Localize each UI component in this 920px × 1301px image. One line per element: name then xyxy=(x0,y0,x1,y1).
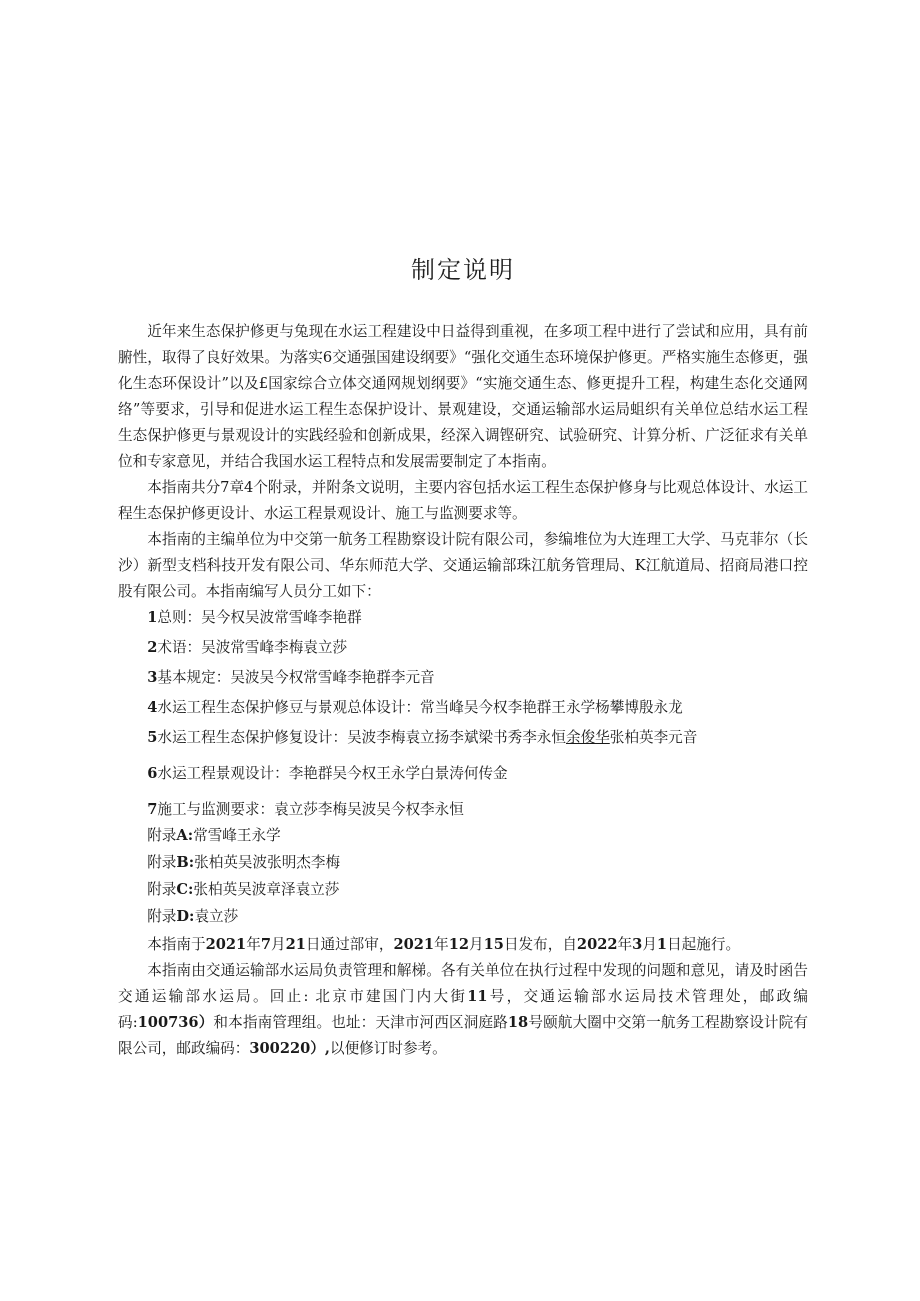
intro-paragraph: 近年来生态保护修更与兔现在水运工程建设中日益得到重视，在多项工程中进行了尝试和应用，具有前腑性，取得了良好效果。为落实6交通强国建设纲要》“强化交通生态环境保护修更。严格实施生态修更，强化生态环保设计”以及£国家综合立体交通网规划纲要》“实施交通生态、修更提升工程，构建生态化交通网络”等要求，引导和促进水运工程生态保护设计、景观建设，交通运输部水运局蛆织有关单位总结水运工程生态保护修更与景观设计的实践经验和创新成果，经深入调铿研究、试验研究、计算分析、广泛征求有关单位和专家意见，并结合我国水运工程特点和发展需要制定了本指南。 xyxy=(118,323,808,470)
appendix-list xyxy=(118,823,808,930)
structure-paragraph: 本指南共分7章4个附录，并附条文说明，主要内容包括水运工程生态保护修身与比观总体设计、水运工程生态保护修更设计、水运工程景观设计、施工与监测要求等。 xyxy=(118,479,808,522)
assignment-item-5: 5水运工程生态保护修复设计：吴波李梅袁立扬李斌梁书秀李永恒余俊华张柏英李元音 xyxy=(147,729,698,746)
contact-paragraph: 本指南由交通运输部水运局负责管理和解梯。各有关单位在执行过程中发现的问题和意见，请及时函告交通运输部水运局。回止: 北京市建国门内大街11号，交通运输部水运局技术管理处，邮政编码:100736）和本指南管理组。也址：天津市河西区洞庭路18号颐航大圈中交第一航务工程勘察设计院有限公司，邮政编码：300220）,以便修订时参考。 xyxy=(118,962,808,1057)
effective-date-paragraph: 本指南于2021年7月21日通过部审，2021年12月15日发布，自2022年3月1日起施行。 xyxy=(147,936,741,953)
assignment-item-7: 7施工与监测要求：袁立莎李梅吴波吴今权李永恒 xyxy=(147,801,464,818)
authors-paragraph: 本指南的主编单位为中交第一航务工程勘察设计院有限公司，参编堆位为大连理工大学、马克菲尔（长沙）新型支档科技开发有限公司、华东师范大学、交通运输部珠江航务管理局、K江航道局、招商局港口控股有限公司。本指南编写人员分工如下： xyxy=(118,531,808,600)
chapter-assignment-list xyxy=(118,605,808,823)
assignment-item-2: 2术语：吴波常雪峰李梅袁立莎 xyxy=(147,639,348,656)
appendix-item-d: 附录D:袁立莎 xyxy=(147,908,239,925)
assignment-item-6: 6水运工程景观设计：李艳群吴今权王永学白景涛何传金 xyxy=(147,765,508,782)
assignment-item-3: 3基本规定：吴波吴今权常雪峰李艳群李元音 xyxy=(147,669,435,686)
assignment-item-1: 1总则：吴今权吴波常雪峰李艳群 xyxy=(147,609,362,626)
assignment-item-4: 4水运工程生态保护修豆与景观总体设计：常当峰吴今权李艳群王永学杨攀博殷永龙 xyxy=(147,699,683,716)
document-page xyxy=(118,250,808,1062)
appendix-item-a: 附录A:常雪峰王永学 xyxy=(147,827,281,844)
page-title: 制定说明 xyxy=(411,256,515,284)
appendix-item-c: 附录C:张柏英吴波章泽袁立莎 xyxy=(147,881,340,898)
appendix-item-b: 附录B:张柏英吴波张明杰李梅 xyxy=(147,854,341,871)
underlined-name: 余俊华 xyxy=(565,729,610,746)
